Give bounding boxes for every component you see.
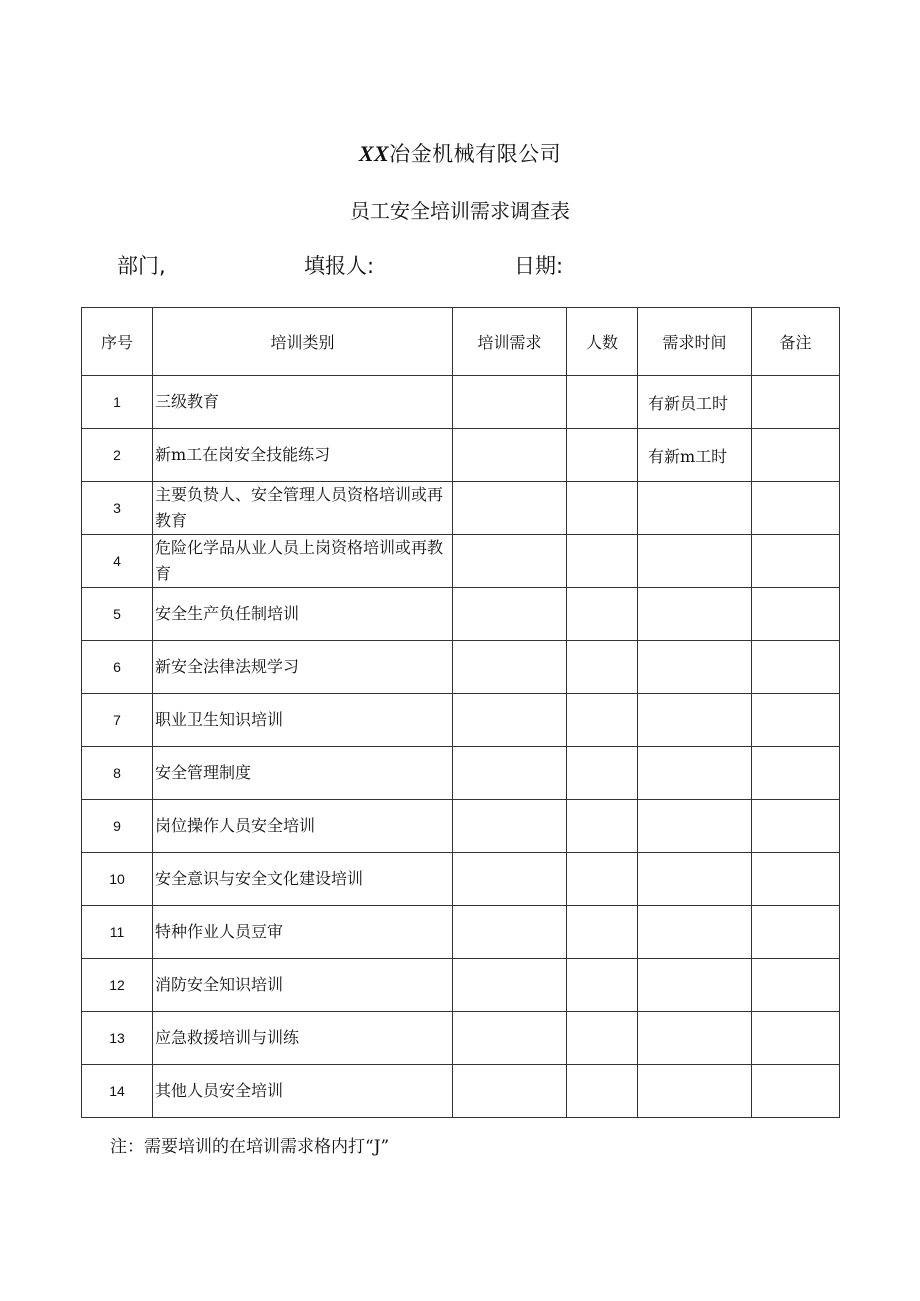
header-need: 培训需求 (453, 308, 567, 376)
need-time-cell[interactable] (638, 482, 752, 535)
training-need-cell[interactable] (453, 376, 567, 429)
training-need-cell[interactable] (453, 906, 567, 959)
training-need-cell[interactable] (453, 800, 567, 853)
remark-cell[interactable] (752, 1065, 840, 1118)
remark-cell[interactable] (752, 482, 840, 535)
training-needs-table (81, 307, 840, 1118)
row-number: 6 (82, 641, 153, 694)
need-time-cell[interactable] (638, 959, 752, 1012)
training-category: 应急救援培训与训练 (153, 1012, 453, 1065)
need-time-cell[interactable] (638, 1012, 752, 1065)
headcount-cell[interactable] (567, 535, 638, 588)
training-category: 其他人员安全培训 (153, 1065, 453, 1118)
training-category: 职业卫生知识培训 (153, 694, 453, 747)
table-row (82, 959, 840, 1012)
headcount-cell[interactable] (567, 641, 638, 694)
header-time: 需求时间 (638, 308, 752, 376)
date-label: 日期: (514, 254, 564, 278)
row-number: 7 (82, 694, 153, 747)
remark-cell[interactable] (752, 376, 840, 429)
header-category: 培训类别 (153, 308, 453, 376)
form-meta-row (0, 250, 920, 280)
need-time-cell[interactable] (638, 747, 752, 800)
remark-cell[interactable] (752, 747, 840, 800)
remark-cell[interactable] (752, 1012, 840, 1065)
need-time-cell[interactable] (638, 800, 752, 853)
headcount-cell[interactable] (567, 959, 638, 1012)
remark-cell[interactable] (752, 694, 840, 747)
training-need-cell[interactable] (453, 694, 567, 747)
remark-cell[interactable] (752, 906, 840, 959)
need-time-cell[interactable]: 有新员工时 (638, 376, 752, 429)
training-category: 新安全法律法规学习 (153, 641, 453, 694)
table-row (82, 482, 840, 535)
table-row (82, 588, 840, 641)
headcount-cell[interactable] (567, 800, 638, 853)
training-category: 安全意识与安全文化建设培训 (153, 853, 453, 906)
row-number: 10 (82, 853, 153, 906)
training-need-cell[interactable] (453, 588, 567, 641)
row-number: 9 (82, 800, 153, 853)
headcount-cell[interactable] (567, 588, 638, 641)
need-time-cell[interactable]: 有新m工时 (638, 429, 752, 482)
table-row (82, 747, 840, 800)
training-need-cell[interactable] (453, 959, 567, 1012)
header-remark: 备注 (752, 308, 840, 376)
training-category: 消防安全知识培训 (153, 959, 453, 1012)
table-header-row (82, 308, 840, 376)
reporter-label: 填报人: (304, 254, 375, 278)
headcount-cell[interactable] (567, 482, 638, 535)
remark-cell[interactable] (752, 641, 840, 694)
remark-cell[interactable] (752, 535, 840, 588)
headcount-cell[interactable] (567, 429, 638, 482)
training-need-cell[interactable] (453, 482, 567, 535)
row-number: 1 (82, 376, 153, 429)
header-seq: 序号 (82, 308, 153, 376)
training-need-cell[interactable] (453, 641, 567, 694)
headcount-cell[interactable] (567, 1065, 638, 1118)
headcount-cell[interactable] (567, 376, 638, 429)
training-need-cell[interactable] (453, 429, 567, 482)
need-time-cell[interactable] (638, 694, 752, 747)
row-number: 2 (82, 429, 153, 482)
company-name (0, 138, 920, 168)
company-name-text: 冶金机械有限公司 (389, 142, 562, 166)
training-category: 三级教育 (153, 376, 453, 429)
table-row (82, 853, 840, 906)
need-time-cell[interactable] (638, 853, 752, 906)
training-category: 新m工在岗安全技能练习 (153, 429, 453, 482)
row-number: 4 (82, 535, 153, 588)
table-row (82, 429, 840, 482)
table-row (82, 1012, 840, 1065)
row-number: 5 (82, 588, 153, 641)
training-category: 安全管理制度 (153, 747, 453, 800)
table-row (82, 694, 840, 747)
training-category: 危险化学品从业人员上岗资格培训或再教育 (153, 535, 453, 588)
form-title: 员工安全培训需求调查表 (350, 199, 570, 223)
training-need-cell[interactable] (453, 853, 567, 906)
company-prefix: XX (358, 141, 390, 166)
training-category: 主要负贽人、安全管理人员资格培训或再教育 (153, 482, 453, 535)
headcount-cell[interactable] (567, 906, 638, 959)
remark-cell[interactable] (752, 588, 840, 641)
need-time-cell[interactable] (638, 588, 752, 641)
training-need-cell[interactable] (453, 1065, 567, 1118)
row-number: 8 (82, 747, 153, 800)
table-body (82, 376, 840, 1118)
row-number: 11 (82, 906, 153, 959)
row-number: 14 (82, 1065, 153, 1118)
headcount-cell[interactable] (567, 747, 638, 800)
table-row (82, 1065, 840, 1118)
table-row (82, 906, 840, 959)
table-row (82, 641, 840, 694)
headcount-cell[interactable] (567, 694, 638, 747)
table-row (82, 800, 840, 853)
remark-cell[interactable] (752, 959, 840, 1012)
training-need-cell[interactable] (453, 1012, 567, 1065)
training-need-cell[interactable] (453, 747, 567, 800)
training-category: 安全生产负任制培训 (153, 588, 453, 641)
need-time-cell[interactable] (638, 906, 752, 959)
table-row (82, 376, 840, 429)
header-count: 人数 (567, 308, 638, 376)
row-number: 12 (82, 959, 153, 1012)
need-time-cell[interactable] (638, 535, 752, 588)
footer-note: 注：需要培训的在培训需求格内打“J” (110, 1137, 390, 1157)
remark-cell[interactable] (752, 800, 840, 853)
table-row (82, 535, 840, 588)
headcount-cell[interactable] (567, 1012, 638, 1065)
training-category: 特种作业人员豆审 (153, 906, 453, 959)
department-label: 部门, (117, 254, 166, 278)
headcount-cell[interactable] (567, 853, 638, 906)
need-time-cell[interactable] (638, 1065, 752, 1118)
need-time-cell[interactable] (638, 641, 752, 694)
row-number: 3 (82, 482, 153, 535)
remark-cell[interactable] (752, 853, 840, 906)
row-number: 13 (82, 1012, 153, 1065)
remark-cell[interactable] (752, 429, 840, 482)
training-category: 岗位操作人员安全培训 (153, 800, 453, 853)
training-need-cell[interactable] (453, 535, 567, 588)
